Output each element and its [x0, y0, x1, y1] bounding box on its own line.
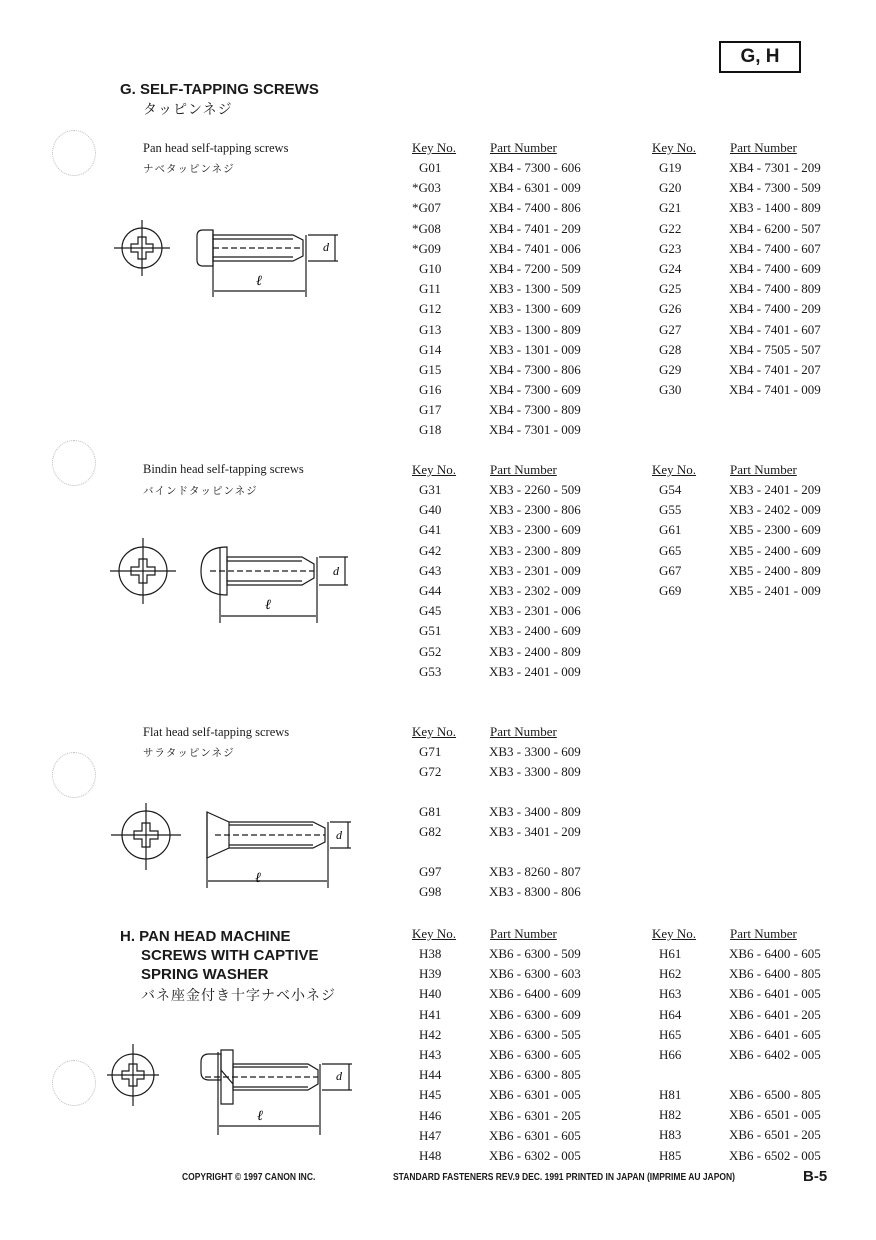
key-number: G16 — [419, 382, 442, 398]
part-number: XB6 - 6302 - 005 — [489, 1147, 581, 1163]
part-number-header: Part Number — [730, 926, 797, 941]
table-row — [412, 1085, 581, 1105]
key-number: G97 — [419, 864, 442, 879]
table-row — [412, 198, 581, 218]
part-number: XB3 - 3400 - 809 — [489, 804, 581, 819]
bindin-col1-list — [412, 480, 581, 682]
part-number: XB6 - 6300 - 509 — [489, 946, 581, 961]
part-number: XB3 - 1300 - 809 — [489, 321, 581, 337]
part-number: XB4 - 7300 - 809 — [489, 402, 581, 418]
part-number: XB6 - 6300 - 805 — [489, 1067, 581, 1083]
key-number: G15 — [419, 361, 442, 377]
part-number-header: Part Number — [490, 140, 557, 155]
table-row — [652, 1025, 821, 1045]
key-number: G42 — [419, 542, 442, 558]
table-row — [412, 862, 581, 882]
key-number: *G08 — [412, 220, 441, 236]
key-number: G52 — [419, 643, 442, 659]
part-number: XB3 - 8300 - 806 — [489, 884, 581, 900]
key-number: H65 — [659, 1026, 682, 1042]
key-number: H44 — [419, 1067, 442, 1083]
table-row — [652, 360, 821, 380]
table-row — [412, 380, 581, 400]
part-number: XB3 - 2400 - 609 — [489, 623, 581, 639]
key-number: G17 — [419, 402, 442, 418]
key-number: H39 — [419, 966, 442, 982]
section-h-title-line1: H. PAN HEAD MACHINE — [120, 928, 291, 945]
part-number: XB3 - 2401 - 009 — [489, 663, 581, 679]
key-number: *G07 — [412, 200, 441, 216]
key-number: G20 — [659, 180, 682, 196]
key-number: G67 — [659, 562, 682, 578]
flat-diameter-label: d — [336, 828, 342, 842]
table-row — [412, 621, 581, 641]
part-number: XB6 - 6301 - 605 — [489, 1127, 581, 1143]
part-number: XB6 - 6300 - 605 — [489, 1046, 581, 1062]
key-number: G01 — [419, 160, 442, 175]
table-row — [652, 1085, 821, 1105]
part-number: XB6 - 6500 - 805 — [729, 1087, 821, 1102]
table-row — [412, 561, 581, 581]
part-number: XB4 - 7401 - 607 — [729, 321, 821, 337]
bindin-col2-header — [652, 462, 797, 478]
part-number: XB6 - 6400 - 609 — [489, 986, 581, 1002]
key-no-header: Key No. — [412, 140, 457, 155]
key-number: H83 — [659, 1127, 682, 1143]
key-number: G31 — [419, 482, 442, 497]
part-number: XB3 - 2301 - 009 — [489, 562, 581, 578]
key-number: G72 — [419, 764, 442, 780]
table-row — [412, 279, 581, 299]
part-number: XB5 - 2300 - 609 — [729, 522, 821, 538]
part-number: XB3 - 3401 - 209 — [489, 824, 581, 840]
key-number: G10 — [419, 260, 442, 276]
part-number-header: Part Number — [730, 462, 797, 477]
part-number: XB4 - 7300 - 609 — [489, 382, 581, 398]
table-row — [412, 1065, 581, 1085]
table-row — [652, 299, 821, 319]
section-g-title-jp: タッピンネジ — [143, 102, 233, 118]
part-number: XB6 - 6300 - 505 — [489, 1026, 581, 1042]
part-number: XB4 - 7300 - 806 — [489, 361, 581, 377]
part-number: XB4 - 7300 - 509 — [729, 180, 821, 196]
key-no-header: Key No. — [412, 724, 457, 739]
part-number: XB3 - 1300 - 609 — [489, 301, 581, 317]
part-number: XB5 - 2400 - 809 — [729, 562, 821, 578]
key-number: G41 — [419, 522, 442, 538]
part-number: XB3 - 1301 - 009 — [489, 341, 581, 357]
part-number: XB3 - 3300 - 809 — [489, 764, 581, 780]
key-number: G23 — [659, 240, 682, 256]
key-number: G81 — [419, 804, 442, 819]
pan-col1-list — [412, 158, 581, 441]
table-row — [412, 1005, 581, 1025]
bindin-head-screw-diagram — [100, 535, 360, 630]
table-row — [412, 178, 581, 198]
key-no-header: Key No. — [652, 140, 697, 155]
key-number: H85 — [659, 1147, 682, 1163]
table-row — [412, 219, 581, 239]
part-number: XB4 - 7505 - 507 — [729, 341, 821, 357]
table-row — [652, 541, 821, 561]
key-number: G28 — [659, 341, 682, 357]
part-number: XB3 - 1300 - 509 — [489, 281, 581, 297]
table-row — [652, 198, 821, 218]
key-number: G44 — [419, 582, 442, 598]
part-number: XB4 - 7400 - 607 — [729, 240, 821, 256]
part-number: XB4 - 7400 - 609 — [729, 260, 821, 276]
footer-center-text: STANDARD FASTENERS REV.9 DEC. 1991 PRINTED IN JAPAN (IMPRIME AU JAPON) — [393, 1172, 735, 1183]
key-no-header: Key No. — [412, 462, 457, 477]
table-row — [652, 320, 821, 340]
part-number: XB4 - 7300 - 606 — [489, 160, 581, 175]
section-h-title-line3: SPRING WASHER — [141, 966, 269, 983]
key-number: G13 — [419, 321, 442, 337]
part-number: XB6 - 6300 - 609 — [489, 1006, 581, 1022]
table-row — [652, 219, 821, 239]
part-number: XB3 - 2400 - 809 — [489, 643, 581, 659]
section-g-title: G. SELF-TAPPING SCREWS — [120, 81, 319, 98]
key-number: G21 — [659, 200, 682, 216]
table-row — [652, 561, 821, 581]
part-number: XB6 - 6400 - 605 — [729, 946, 821, 961]
captive-washer-screw-diagram — [105, 1040, 360, 1140]
key-number: G45 — [419, 603, 442, 619]
key-number: *G09 — [412, 240, 441, 256]
part-number: XB6 - 6401 - 205 — [729, 1006, 821, 1022]
part-number-header: Part Number — [730, 140, 797, 155]
h-col2b-list — [652, 1085, 821, 1166]
table-row — [652, 279, 821, 299]
part-number: XB4 - 7301 - 209 — [729, 160, 821, 175]
key-number: H40 — [419, 986, 442, 1002]
key-number: G71 — [419, 744, 442, 759]
table-row — [412, 984, 581, 1004]
key-number: H48 — [419, 1147, 442, 1163]
h-col2a-list — [652, 944, 821, 1065]
key-number: G82 — [419, 824, 442, 840]
binder-hole — [52, 752, 96, 798]
table-row — [412, 520, 581, 540]
table-row — [412, 259, 581, 279]
key-number: G43 — [419, 562, 442, 578]
pan-col2-list — [652, 158, 821, 400]
table-row — [412, 762, 581, 782]
key-number: H38 — [419, 946, 442, 961]
part-number: XB4 - 7200 - 509 — [489, 260, 581, 276]
table-row — [412, 1146, 581, 1166]
key-number: H43 — [419, 1046, 442, 1062]
part-number: XB5 - 2401 - 009 — [729, 582, 821, 598]
bindin-col1-header — [412, 462, 557, 478]
key-number: G27 — [659, 321, 682, 337]
table-row — [652, 1105, 821, 1125]
key-number: H45 — [419, 1087, 442, 1103]
key-number: G69 — [659, 582, 682, 598]
captive-length-label: ℓ — [257, 1109, 263, 1124]
table-row — [412, 541, 581, 561]
key-number: G65 — [659, 542, 682, 558]
pan-length-label: ℓ — [256, 274, 262, 289]
key-number: G24 — [659, 260, 682, 276]
key-number: G18 — [419, 422, 442, 438]
part-number: XB6 - 6401 - 005 — [729, 986, 821, 1002]
key-number: H62 — [659, 966, 682, 982]
part-number: XB3 - 1400 - 809 — [729, 200, 821, 216]
pan-col2-header — [652, 140, 797, 156]
part-number: XB6 - 6301 - 005 — [489, 1087, 581, 1103]
key-number: H63 — [659, 986, 682, 1002]
table-row — [412, 1106, 581, 1126]
table-row — [652, 259, 821, 279]
table-row — [412, 360, 581, 380]
part-number: XB3 - 8260 - 807 — [489, 864, 581, 879]
h-col2-header — [652, 926, 797, 942]
table-row — [652, 581, 821, 601]
key-number: G40 — [419, 502, 442, 518]
key-number: G11 — [419, 281, 441, 297]
table-row — [652, 1146, 821, 1166]
flat-group2-list — [412, 802, 581, 842]
flat-col1-header — [412, 724, 557, 740]
table-row — [652, 1005, 821, 1025]
part-number: XB6 - 6300 - 603 — [489, 966, 581, 982]
table-row — [412, 299, 581, 319]
part-number: XB4 - 6301 - 009 — [489, 180, 581, 196]
pan-diameter-label: d — [323, 240, 329, 254]
part-number: XB6 - 6501 - 005 — [729, 1107, 821, 1123]
key-number: H46 — [419, 1107, 442, 1123]
table-row — [412, 1025, 581, 1045]
flat-head-screw-diagram — [105, 800, 360, 895]
key-number: G14 — [419, 341, 442, 357]
part-number: XB6 - 6501 - 205 — [729, 1127, 821, 1143]
key-number: G51 — [419, 623, 442, 639]
part-number: XB4 - 7401 - 006 — [489, 240, 581, 256]
part-number: XB3 - 2401 - 209 — [729, 482, 821, 497]
table-row — [412, 964, 581, 984]
key-number: H61 — [659, 946, 682, 961]
h-col1-list — [412, 944, 581, 1166]
part-number: XB4 - 7301 - 009 — [489, 422, 581, 438]
key-number: G61 — [659, 522, 682, 538]
bindin-length-label: ℓ — [265, 598, 271, 613]
table-row — [412, 742, 581, 762]
part-number: XB5 - 2400 - 609 — [729, 542, 821, 558]
part-number: XB3 - 2260 - 509 — [489, 482, 581, 497]
part-number-header: Part Number — [490, 462, 557, 477]
table-row — [652, 964, 821, 984]
flat-group3-list — [412, 862, 581, 902]
key-number: G55 — [659, 502, 682, 518]
part-number: XB4 - 7401 - 207 — [729, 361, 821, 377]
key-number: G26 — [659, 301, 682, 317]
part-number: XB6 - 6402 - 005 — [729, 1046, 821, 1062]
part-number: XB6 - 6400 - 805 — [729, 966, 821, 982]
key-number: G12 — [419, 301, 442, 317]
section-h-title-jp: バネ座金付き十字ナベ小ネジ — [141, 988, 336, 1004]
pan-head-title-jp: ナベタッピンネジ — [143, 163, 235, 175]
binder-hole — [52, 130, 96, 176]
key-number: G53 — [419, 663, 442, 679]
part-number: XB3 - 2300 - 609 — [489, 522, 581, 538]
key-number: *G03 — [412, 180, 441, 196]
key-number: G98 — [419, 884, 442, 900]
part-number: XB3 - 2301 - 006 — [489, 603, 581, 619]
key-no-header: Key No. — [652, 926, 697, 941]
part-number: XB6 - 6502 - 005 — [729, 1147, 821, 1163]
table-row — [652, 520, 821, 540]
binder-hole — [52, 440, 96, 486]
table-row — [412, 642, 581, 662]
pan-head-title: Pan head self-tapping screws — [143, 141, 289, 155]
table-row — [412, 340, 581, 360]
table-row — [412, 662, 581, 682]
table-row — [652, 380, 821, 400]
table-row — [652, 178, 821, 198]
binder-hole — [52, 1060, 96, 1106]
flat-group1-list — [412, 742, 581, 782]
part-number: XB3 - 3300 - 609 — [489, 744, 581, 759]
table-row — [652, 1045, 821, 1065]
key-number: G30 — [659, 382, 682, 398]
part-number: XB3 - 2300 - 809 — [489, 542, 581, 558]
key-number: H64 — [659, 1006, 682, 1022]
table-row — [412, 500, 581, 520]
key-number: G25 — [659, 281, 682, 297]
table-row — [652, 984, 821, 1004]
key-number: G22 — [659, 220, 682, 236]
table-row — [412, 822, 581, 842]
part-number: XB3 - 2302 - 009 — [489, 582, 581, 598]
footer-copyright: COPYRIGHT © 1997 CANON INC. — [182, 1172, 316, 1183]
page-tab: G, H — [719, 41, 801, 73]
table-row — [652, 340, 821, 360]
key-number: H42 — [419, 1026, 442, 1042]
page-number: B-5 — [803, 1168, 828, 1185]
key-number: H41 — [419, 1006, 442, 1022]
flat-length-label: ℓ — [255, 871, 261, 886]
table-row — [412, 480, 581, 500]
flat-head-title: Flat head self-tapping screws — [143, 725, 290, 739]
table-row — [412, 1045, 581, 1065]
pan-head-screw-diagram — [110, 215, 350, 305]
bindin-head-title: Bindin head self-tapping screws — [143, 462, 304, 476]
bindin-head-title-jp: バインドタッピンネジ — [143, 485, 258, 497]
part-number-header: Part Number — [490, 926, 557, 941]
part-number: XB6 - 6401 - 605 — [729, 1026, 821, 1042]
key-no-header: Key No. — [412, 926, 457, 941]
table-row — [652, 1125, 821, 1145]
key-number: G29 — [659, 361, 682, 377]
key-number: H81 — [659, 1087, 682, 1102]
table-row — [412, 601, 581, 621]
table-row — [652, 944, 821, 964]
table-row — [412, 239, 581, 259]
part-number: XB4 - 7400 - 809 — [729, 281, 821, 297]
table-row — [412, 400, 581, 420]
part-number: XB4 - 7401 - 209 — [489, 220, 581, 236]
part-number-header: Part Number — [490, 724, 557, 739]
h-col1-header — [412, 926, 557, 942]
key-number: H47 — [419, 1127, 442, 1143]
part-number: XB3 - 2402 - 009 — [729, 502, 821, 518]
part-number: XB3 - 2300 - 806 — [489, 502, 581, 518]
table-row — [412, 320, 581, 340]
table-row — [412, 420, 581, 440]
flat-head-title-jp: サラタッピンネジ — [143, 747, 235, 759]
part-number: XB4 - 6200 - 507 — [729, 220, 821, 236]
table-row — [652, 158, 821, 178]
key-number: G54 — [659, 482, 682, 497]
table-row — [652, 239, 821, 259]
key-number: H66 — [659, 1046, 682, 1062]
table-row — [652, 500, 821, 520]
table-row — [652, 480, 821, 500]
captive-diameter-label: d — [336, 1069, 342, 1083]
table-row — [412, 581, 581, 601]
bindin-diameter-label: d — [333, 564, 339, 578]
part-number: XB6 - 6301 - 205 — [489, 1107, 581, 1123]
pan-col1-header — [412, 140, 557, 156]
table-row — [412, 158, 581, 178]
table-row — [412, 802, 581, 822]
section-h-title-line2: SCREWS WITH CAPTIVE — [141, 947, 319, 964]
key-number: H82 — [659, 1107, 682, 1123]
table-row — [412, 882, 581, 902]
part-number: XB4 - 7400 - 806 — [489, 200, 581, 216]
table-row — [412, 944, 581, 964]
key-no-header: Key No. — [652, 462, 697, 477]
table-row — [412, 1126, 581, 1146]
part-number: XB4 - 7401 - 009 — [729, 382, 821, 398]
key-number: G19 — [659, 160, 682, 175]
part-number: XB4 - 7400 - 209 — [729, 301, 821, 317]
bindin-col2-list — [652, 480, 821, 601]
